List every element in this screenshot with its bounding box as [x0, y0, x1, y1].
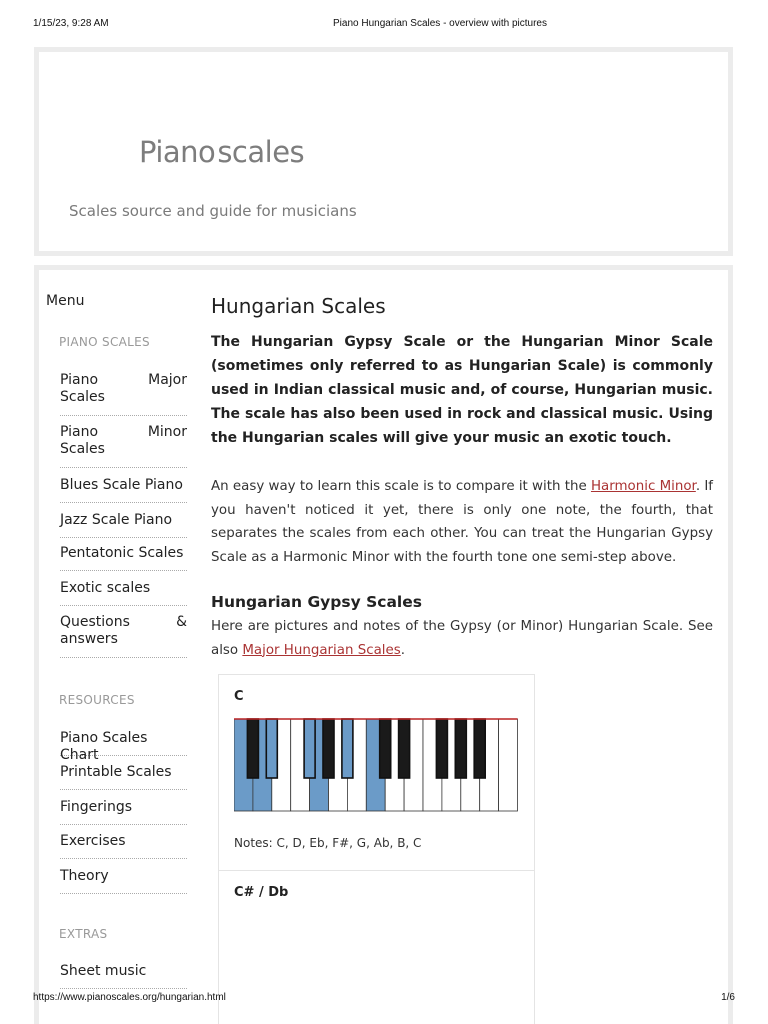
sidebar-item-word: Piano [60, 424, 99, 440]
logo-scales: scales [217, 135, 305, 169]
scale-card-title: C [234, 689, 244, 704]
sidebar-heading-extras: EXTRAS [59, 927, 108, 941]
gypsy-scales-paragraph [211, 615, 713, 662]
sidebar-item-questions-answers[interactable] [60, 614, 187, 658]
site-tagline: Scales source and guide for musicians [69, 202, 357, 220]
paragraph-text: An easy way to learn this scale is to compare it with the [211, 479, 591, 494]
print-page-title: Piano Hungarian Scales - overview with pictures [333, 18, 547, 29]
black-key [399, 719, 410, 778]
sidebar-item-word: Minor [147, 424, 187, 440]
section-heading-gypsy-scales: Hungarian Gypsy Scales [211, 593, 422, 611]
scale-card-title: C# / Db [234, 885, 289, 900]
print-header [0, 18, 768, 32]
site-header [34, 47, 733, 256]
major-hungarian-scales-link[interactable]: Major Hungarian Scales [242, 642, 401, 658]
sidebar-item-exercises[interactable]: Exercises [60, 833, 187, 859]
black-key [304, 719, 315, 778]
print-page-number: 1/6 [721, 992, 735, 1003]
scale-card-notes: Notes: C, D, Eb, F#, G, Ab, B, C [234, 836, 422, 850]
paragraph-text: . [400, 642, 405, 658]
sidebar-item-exotic-scales[interactable]: Exotic scales [60, 580, 187, 606]
paragraph-text: Here are pictures and notes of the Gypsy (or Minor) Hungarian Scale. See also [211, 619, 713, 658]
paragraph-text: . If you haven't noticed it yet, there is only one note, the fourth, that separates the scales from each other. You can treat the Hungarian Gypsy Scale as a Harmonic Minor with the fourth tone one semi-step above. [211, 479, 713, 565]
print-url: https://www.pianoscales.org/hungarian.html [33, 992, 226, 1003]
sidebar-item-word: Scales [60, 389, 105, 405]
sidebar-item-word: Major [148, 372, 187, 388]
scale-card-c [218, 674, 535, 871]
black-key [436, 719, 447, 778]
black-key [342, 719, 353, 778]
sidebar-heading-piano-scales: PIANO SCALES [59, 335, 150, 349]
sidebar-item-fingerings[interactable]: Fingerings [60, 799, 187, 825]
black-key [323, 719, 334, 778]
sidebar-heading-resources: RESOURCES [59, 693, 135, 707]
sidebar-item-word: & [176, 614, 187, 630]
intro-paragraph: The Hungarian Gypsy Scale or the Hungarian Minor Scale (sometimes only referred to as Hungarian Scale) is commonly used in Indian classical music and, of course, Hungarian music. The scale has also been used in rock and classical music. Using the Hungarian scales will give your music an exotic touch. [211, 334, 713, 446]
sidebar-item-jazz-scale-piano[interactable]: Jazz Scale Piano [60, 512, 187, 538]
site-logo[interactable] [139, 135, 304, 169]
sidebar-item-theory[interactable]: Theory [60, 868, 187, 894]
sidebar-item-pentatonic-scales[interactable]: Pentatonic Scales [60, 545, 187, 571]
print-datetime: 1/15/23, 9:28 AM [33, 18, 109, 29]
black-key [380, 719, 391, 778]
sidebar-item-word: Piano [60, 372, 99, 388]
main-container [34, 265, 733, 1024]
harmonic-minor-paragraph [211, 475, 713, 569]
sidebar-item-blues-scale-piano[interactable]: Blues Scale Piano [60, 477, 187, 503]
sidebar-item-piano-scales-chart[interactable]: Piano Scales Chart [60, 730, 187, 756]
sidebar-item-piano-minor-scales[interactable] [60, 424, 187, 468]
scale-card-csharp [218, 870, 535, 1024]
piano-keyboard-diagram [234, 718, 519, 813]
sidebar-item-word: Questions [60, 614, 130, 630]
page-title: Hungarian Scales [211, 294, 386, 318]
sidebar-item-word: answers [60, 631, 118, 647]
sidebar-item-word: Scales [60, 441, 105, 457]
white-key [499, 719, 518, 811]
sidebar-item-printable-scales[interactable]: Printable Scales [60, 764, 187, 790]
black-key [474, 719, 485, 778]
sidebar-item-sheet-music[interactable]: Sheet music [60, 963, 187, 989]
black-key [455, 719, 466, 778]
harmonic-minor-link[interactable]: Harmonic Minor [590, 479, 696, 494]
black-key [247, 719, 258, 778]
logo-piano: Piano [139, 135, 216, 169]
black-key [266, 719, 277, 778]
menu-label: Menu [46, 293, 85, 309]
sidebar-item-piano-major-scales[interactable] [60, 372, 187, 416]
